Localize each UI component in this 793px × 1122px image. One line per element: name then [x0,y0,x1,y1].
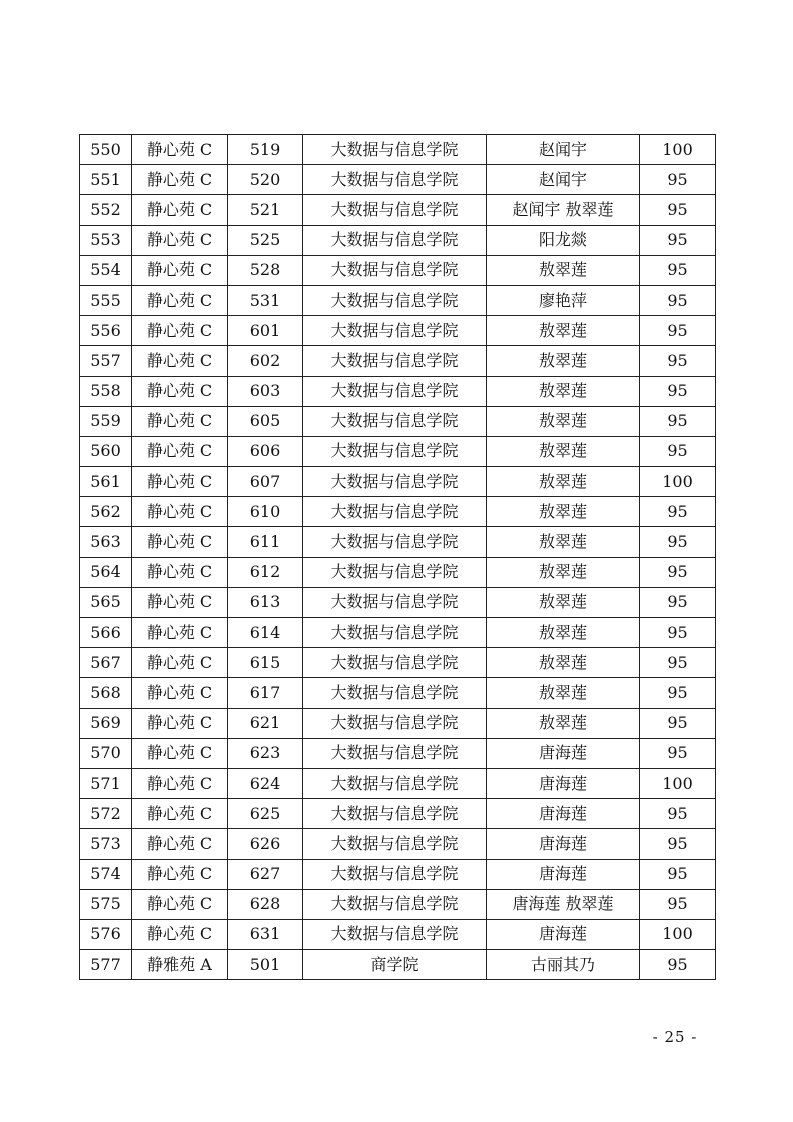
inspector-cell: 敖翠莲 [487,648,640,678]
college-cell: 大数据与信息学院 [303,527,487,557]
room-number-cell: 610 [228,497,303,527]
college-cell: 大数据与信息学院 [303,919,487,949]
inspector-cell: 赵闻宇 敖翠莲 [487,195,640,225]
college-cell: 大数据与信息学院 [303,648,487,678]
row-index-cell: 570 [80,738,132,768]
row-index-cell: 557 [80,346,132,376]
inspector-cell: 敖翠莲 [487,346,640,376]
table-row [80,376,716,406]
table-row [80,618,716,648]
table-row [80,889,716,919]
college-cell: 大数据与信息学院 [303,708,487,738]
row-index-cell: 561 [80,467,132,497]
building-cell: 静心苑 C [132,678,228,708]
college-cell: 大数据与信息学院 [303,467,487,497]
inspector-cell: 赵闻宇 [487,165,640,195]
score-cell: 95 [640,799,716,829]
table-row [80,346,716,376]
college-cell: 大数据与信息学院 [303,738,487,768]
row-index-cell: 572 [80,799,132,829]
college-cell: 大数据与信息学院 [303,799,487,829]
table-row [80,648,716,678]
score-cell: 95 [640,436,716,466]
inspector-cell: 唐海莲 [487,829,640,859]
inspector-cell: 廖艳萍 [487,285,640,315]
room-number-cell: 624 [228,768,303,798]
building-cell: 静心苑 C [132,618,228,648]
score-cell: 95 [640,285,716,315]
row-index-cell: 563 [80,527,132,557]
college-cell: 大数据与信息学院 [303,195,487,225]
table-row [80,587,716,617]
score-cell: 95 [640,497,716,527]
row-index-cell: 574 [80,859,132,889]
score-cell: 95 [640,889,716,919]
room-number-cell: 625 [228,799,303,829]
building-cell: 静雅苑 A [132,950,228,980]
score-cell: 95 [640,950,716,980]
inspector-cell: 敖翠莲 [487,557,640,587]
inspector-cell: 唐海莲 [487,738,640,768]
room-number-cell: 528 [228,255,303,285]
building-cell: 静心苑 C [132,768,228,798]
building-cell: 静心苑 C [132,799,228,829]
inspector-cell: 唐海莲 [487,768,640,798]
college-cell: 大数据与信息学院 [303,255,487,285]
row-index-cell: 551 [80,165,132,195]
building-cell: 静心苑 C [132,255,228,285]
inspector-cell: 敖翠莲 [487,376,640,406]
score-cell: 95 [640,165,716,195]
row-index-cell: 564 [80,557,132,587]
college-cell: 大数据与信息学院 [303,557,487,587]
inspector-cell: 敖翠莲 [487,527,640,557]
college-cell: 大数据与信息学院 [303,135,487,165]
inspector-cell: 敖翠莲 [487,708,640,738]
room-number-cell: 628 [228,889,303,919]
building-cell: 静心苑 C [132,587,228,617]
room-number-cell: 617 [228,678,303,708]
score-cell: 95 [640,859,716,889]
building-cell: 静心苑 C [132,738,228,768]
table-row [80,255,716,285]
row-index-cell: 550 [80,135,132,165]
room-number-cell: 611 [228,527,303,557]
inspector-cell: 唐海莲 [487,799,640,829]
table-row [80,195,716,225]
college-cell: 大数据与信息学院 [303,889,487,919]
inspector-cell: 敖翠莲 [487,255,640,285]
building-cell: 静心苑 C [132,648,228,678]
college-cell: 大数据与信息学院 [303,768,487,798]
room-number-cell: 607 [228,467,303,497]
room-number-cell: 521 [228,195,303,225]
room-number-cell: 613 [228,587,303,617]
building-cell: 静心苑 C [132,497,228,527]
college-cell: 大数据与信息学院 [303,346,487,376]
room-number-cell: 602 [228,346,303,376]
college-cell: 大数据与信息学院 [303,285,487,315]
inspector-cell: 敖翠莲 [487,467,640,497]
row-index-cell: 560 [80,436,132,466]
room-number-cell: 531 [228,285,303,315]
table-row [80,678,716,708]
row-index-cell: 553 [80,225,132,255]
table-body [80,135,716,980]
table-row [80,799,716,829]
room-number-cell: 614 [228,618,303,648]
college-cell: 大数据与信息学院 [303,678,487,708]
row-index-cell: 575 [80,889,132,919]
building-cell: 静心苑 C [132,527,228,557]
score-cell: 95 [640,346,716,376]
building-cell: 静心苑 C [132,406,228,436]
score-cell: 100 [640,135,716,165]
building-cell: 静心苑 C [132,889,228,919]
building-cell: 静心苑 C [132,376,228,406]
table-row [80,316,716,346]
score-cell: 100 [640,768,716,798]
building-cell: 静心苑 C [132,135,228,165]
table-row [80,135,716,165]
inspector-cell: 唐海莲 敖翠莲 [487,889,640,919]
score-cell: 95 [640,225,716,255]
table-row [80,467,716,497]
score-cell: 100 [640,919,716,949]
table-row [80,708,716,738]
table-row [80,738,716,768]
room-number-cell: 601 [228,316,303,346]
dormitory-score-table [79,134,716,980]
score-cell: 95 [640,678,716,708]
college-cell: 大数据与信息学院 [303,316,487,346]
room-number-cell: 627 [228,859,303,889]
college-cell: 大数据与信息学院 [303,406,487,436]
building-cell: 静心苑 C [132,436,228,466]
score-cell: 95 [640,316,716,346]
room-number-cell: 520 [228,165,303,195]
score-cell: 100 [640,467,716,497]
college-cell: 大数据与信息学院 [303,436,487,466]
building-cell: 静心苑 C [132,195,228,225]
inspector-cell: 敖翠莲 [487,497,640,527]
inspector-cell: 敖翠莲 [487,406,640,436]
table-row [80,436,716,466]
row-index-cell: 559 [80,406,132,436]
inspector-cell: 敖翠莲 [487,436,640,466]
row-index-cell: 565 [80,587,132,617]
room-number-cell: 501 [228,950,303,980]
row-index-cell: 567 [80,648,132,678]
room-number-cell: 612 [228,557,303,587]
college-cell: 大数据与信息学院 [303,618,487,648]
row-index-cell: 552 [80,195,132,225]
row-index-cell: 556 [80,316,132,346]
college-cell: 大数据与信息学院 [303,165,487,195]
page-number: - 25 - [652,1028,698,1046]
row-index-cell: 569 [80,708,132,738]
table-row [80,768,716,798]
building-cell: 静心苑 C [132,285,228,315]
inspector-cell: 敖翠莲 [487,587,640,617]
row-index-cell: 577 [80,950,132,980]
score-cell: 95 [640,738,716,768]
room-number-cell: 623 [228,738,303,768]
inspector-cell: 敖翠莲 [487,316,640,346]
row-index-cell: 562 [80,497,132,527]
table-row [80,919,716,949]
table-row [80,406,716,436]
inspector-cell: 古丽其乃 [487,950,640,980]
score-cell: 95 [640,527,716,557]
room-number-cell: 615 [228,648,303,678]
college-cell: 大数据与信息学院 [303,225,487,255]
table-row [80,165,716,195]
table-row [80,950,716,980]
inspector-cell: 敖翠莲 [487,618,640,648]
score-cell: 95 [640,618,716,648]
score-cell: 95 [640,587,716,617]
score-cell: 95 [640,829,716,859]
college-cell: 大数据与信息学院 [303,497,487,527]
room-number-cell: 519 [228,135,303,165]
building-cell: 静心苑 C [132,708,228,738]
row-index-cell: 568 [80,678,132,708]
score-cell: 95 [640,708,716,738]
room-number-cell: 605 [228,406,303,436]
table-row [80,497,716,527]
row-index-cell: 566 [80,618,132,648]
table-row [80,829,716,859]
college-cell: 大数据与信息学院 [303,587,487,617]
row-index-cell: 576 [80,919,132,949]
building-cell: 静心苑 C [132,225,228,255]
inspector-cell: 敖翠莲 [487,678,640,708]
score-cell: 95 [640,255,716,285]
building-cell: 静心苑 C [132,557,228,587]
building-cell: 静心苑 C [132,346,228,376]
row-index-cell: 554 [80,255,132,285]
room-number-cell: 603 [228,376,303,406]
building-cell: 静心苑 C [132,165,228,195]
table-row [80,859,716,889]
building-cell: 静心苑 C [132,316,228,346]
building-cell: 静心苑 C [132,829,228,859]
room-number-cell: 626 [228,829,303,859]
table-row [80,527,716,557]
college-cell: 大数据与信息学院 [303,829,487,859]
college-cell: 商学院 [303,950,487,980]
room-number-cell: 525 [228,225,303,255]
building-cell: 静心苑 C [132,919,228,949]
row-index-cell: 573 [80,829,132,859]
inspector-cell: 赵闻宇 [487,135,640,165]
room-number-cell: 606 [228,436,303,466]
room-number-cell: 621 [228,708,303,738]
score-cell: 95 [640,406,716,436]
row-index-cell: 571 [80,768,132,798]
score-cell: 95 [640,648,716,678]
row-index-cell: 555 [80,285,132,315]
college-cell: 大数据与信息学院 [303,859,487,889]
inspector-cell: 唐海莲 [487,919,640,949]
row-index-cell: 558 [80,376,132,406]
inspector-cell: 阳龙燚 [487,225,640,255]
building-cell: 静心苑 C [132,859,228,889]
table-row [80,225,716,255]
score-cell: 95 [640,557,716,587]
score-cell: 95 [640,195,716,225]
building-cell: 静心苑 C [132,467,228,497]
score-cell: 95 [640,376,716,406]
room-number-cell: 631 [228,919,303,949]
college-cell: 大数据与信息学院 [303,376,487,406]
table-row [80,285,716,315]
inspector-cell: 唐海莲 [487,859,640,889]
table-row [80,557,716,587]
